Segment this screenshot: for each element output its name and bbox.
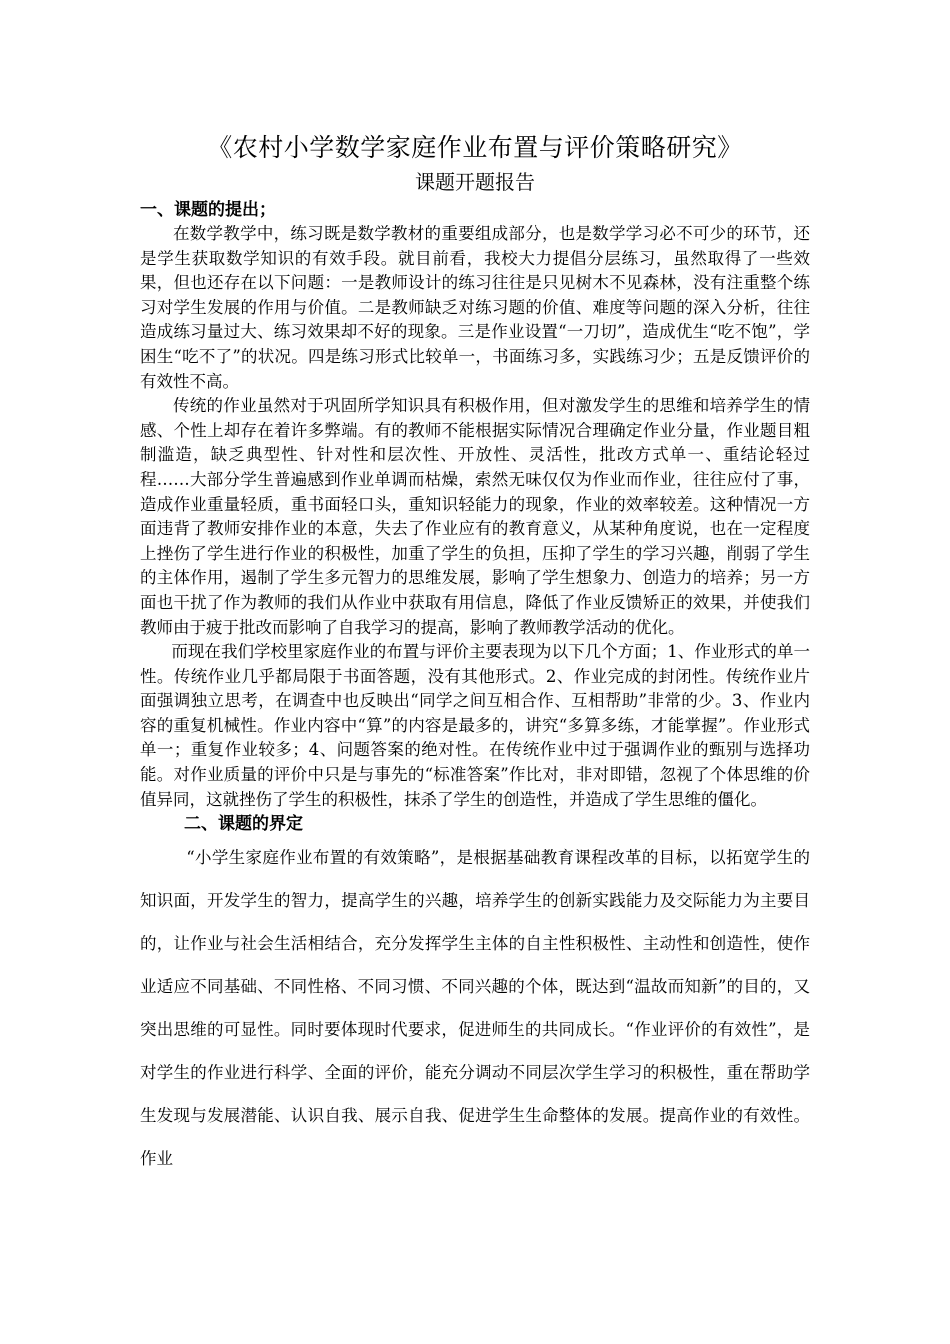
section-heading-2: 二、课题的界定 <box>184 814 303 835</box>
section-2-paragraph-1: “小学生家庭作业布置的有效策略”，是根据基础教育课程改革的目标，以拓宽学生的知识面，开发学生的智力，提高学生的兴趣，培养学生的创新实践能力及交际能力为主要目的，让作业与社会生活相结合，充分发挥学生主体的自主性积极性、主动性和创造性，使作业适应不同基础、不同性格、不同习惯、不同兴趣的个体，既达到“温故而知新”的目的，又突出思维的可显性。同时要体现时代要求，促进师生的共同成长。“作业评价的有效性”，是对学生的作业进行科学、全面的评价，能充分调动不同层次学生学习的积极性，重在帮助学生发现与发展潜能、认识自我、展示自我、促进学生生命整体的发展。提高作业的有效性。作业 <box>140 848 810 1169</box>
section-1-paragraph-3: 而现在我们学校里家庭作业的布置与评价主要表现为以下几个方面；1、作业形式的单一性。传统作业几乎都局限于书面答题，没有其他形式。2、作业完成的封闭性。传统作业片面强调独立思考，在调查中也反映出“同学之间互相合作、互相帮助”非常的少。3、作业内容的重复机械性。作业内容中“算”的内容是最多的，讲究“多算多练，才能掌握”。作业形式单一；重复作业较多；4、问题答案的绝对性。在传统作业中过于强调作业的甄别与选择功能。对作业质量的评价中只是与事先的“标准答案”作比对，非对即错，忽视了个体思维的价值异同，这就挫伤了学生的积极性，抹杀了学生的创造性，并造成了学生思维的僵化。 <box>140 642 810 809</box>
section-1-paragraph-2: 传统的作业虽然对于巩固所学知识具有积极作用，但对激发学生的思维和培养学生的情感、个性上却存在着许多弊端。有的教师不能根据实际情况合理确定作业分量，作业题目粗制滥造，缺乏典型性、针对性和层次性、开放性、灵活性，批改方式单一、重结论轻过程……大部分学生普遍感到作业单调而枯燥，索然无味仅仅为作业而作业，往往应付了事，造成作业重量轻质，重书面轻口头，重知识轻能力的现象，作业的效率较差。这种情况一方面违背了教师安排作业的本意，失去了作业应有的教育意义，从某种角度说，也在一定程度上挫伤了学生进行作业的积极性，加重了学生的负担，压抑了学生的学习兴趣，削弱了学生的主体作用，遏制了学生多元智力的思维发展，影响了学生想象力、创造力的培养；另一方面也干扰了作为教师的我们从作业中获取有用信息，降低了作业反馈矫正的效果，并使我们教师由于疲于批改而影响了自我学习的提高，影响了教师教学活动的优化。 <box>140 396 810 637</box>
document-subtitle: 课题开题报告 <box>415 170 535 194</box>
section-heading-1: 一、课题的提出； <box>140 200 276 220</box>
document-title: 《农村小学数学家庭作业布置与评价策略研究》 <box>207 133 743 162</box>
section-1-paragraph-1: 在数学教学中，练习既是数学教材的重要组成部分，也是数学学习必不可少的环节，还是学生获取数学知识的有效手段。就目前看，我校大力提倡分层练习，虽然取得了一些效果，但也还存在以下问题：一是教师设计的练习往往是只见树木不见森林，没有注重整个练习对学生发展的作用与价值。二是教师缺乏对练习题的价值、难度等问题的深入分析，往往造成练习量过大、练习效果却不好的现象。三是作业设置“一刀切”，造成优生“吃不饱”，学困生“吃不了”的状况。四是练习形式比较单一，书面练习多，实践练习少；五是反馈评价的有效性不高。 <box>140 224 810 391</box>
document-body <box>140 122 810 1180</box>
